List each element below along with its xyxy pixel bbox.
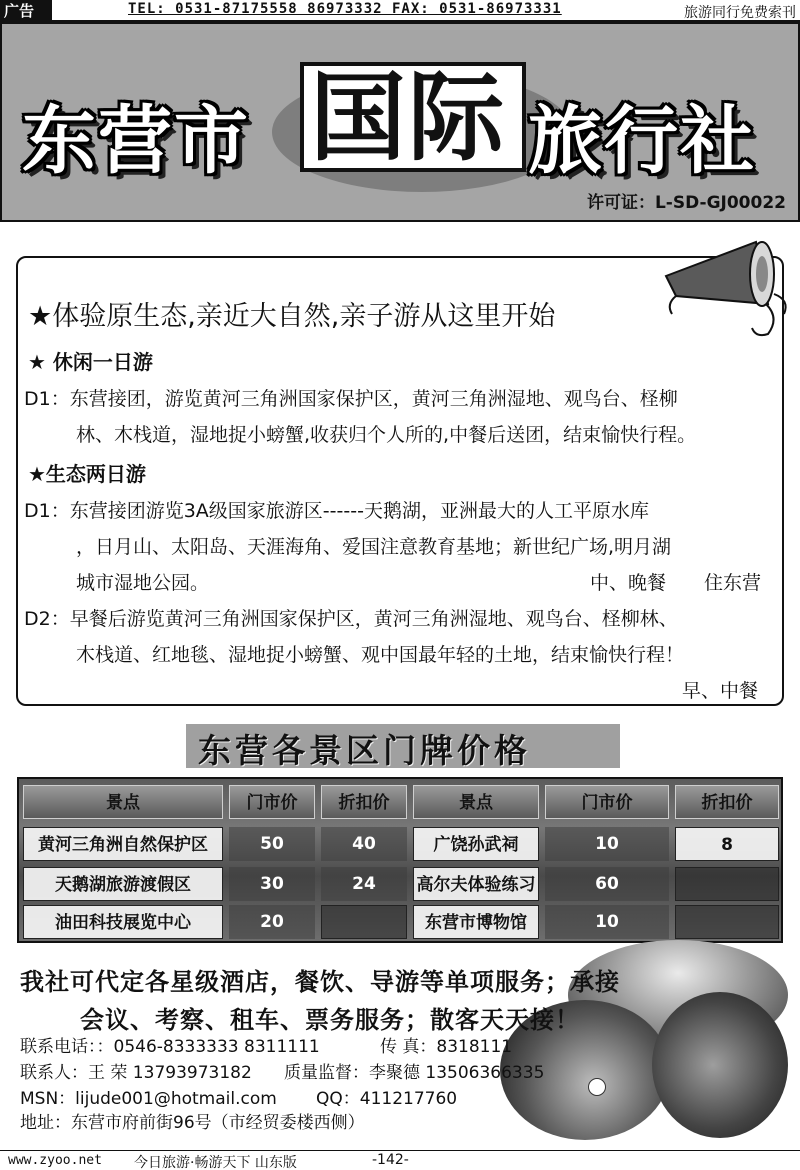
d1-stay: 住东营 bbox=[704, 572, 762, 594]
agency-title bbox=[16, 62, 796, 182]
contact-qq: QQ：411217760 bbox=[316, 1089, 458, 1109]
d2-meals: 早、中餐 bbox=[682, 680, 759, 702]
contact-address: 地址：东营市府前街96号（市经贸委楼西侧） bbox=[20, 1113, 365, 1133]
title-box bbox=[300, 62, 526, 172]
table-header: 景点 bbox=[413, 785, 539, 819]
title-box-text: 国际 bbox=[310, 62, 506, 174]
golf-ball-icon bbox=[588, 1078, 606, 1096]
table-cell-discount: 40 bbox=[321, 827, 407, 861]
table-cell-discount bbox=[675, 867, 779, 901]
table-cell-discount bbox=[675, 905, 779, 939]
day-trip-heading: ★ 休闲一日游 bbox=[28, 350, 153, 374]
license-number: 许可证：L-SD-GJ00022 bbox=[586, 193, 786, 213]
contact-msn: MSN：lijude001@hotmail.com bbox=[20, 1089, 277, 1109]
table-header: 折扣价 bbox=[321, 785, 407, 819]
table-cell-retail: 10 bbox=[545, 827, 669, 861]
day-trip-line: 林、木栈道，湿地捉小螃蟹,收获归个人所的,中餐后送团，结束愉快行程。 bbox=[76, 424, 697, 446]
table-cell-retail: 30 bbox=[229, 867, 315, 901]
table-cell-discount: 8 bbox=[675, 827, 779, 861]
table-cell-spot: 天鹅湖旅游渡假区 bbox=[23, 867, 223, 901]
megaphone-icon bbox=[656, 234, 796, 344]
top-contact-line: TEL: 0531-87175558 86973332 FAX: 0531-86973331 bbox=[128, 1, 562, 17]
services-line: 会议、考察、租车、票务服务；散客天天接！ bbox=[80, 1006, 580, 1034]
table-header: 门市价 bbox=[545, 785, 669, 819]
agency-banner bbox=[0, 22, 800, 222]
ad-tag: 广告 bbox=[0, 0, 52, 22]
two-day-d1-line: 城市湿地公园。 bbox=[76, 572, 210, 594]
table-cell-spot: 油田科技展览中心 bbox=[23, 905, 223, 939]
services-line: 我社可代定各星级酒店，餐饮、导游等单项服务；承接 bbox=[20, 968, 620, 996]
two-day-d1-line: ，日月山、太阳岛、天涯海角、爱国注意教育基地；新世纪广场,明月湖 bbox=[76, 536, 672, 558]
table-cell-retail: 10 bbox=[545, 905, 669, 939]
table-header: 门市价 bbox=[229, 785, 315, 819]
table-cell-spot: 广饶孙武祠 bbox=[413, 827, 539, 861]
price-title-text: 东营各景区门牌价格 bbox=[198, 731, 531, 770]
table-header: 景点 bbox=[23, 785, 223, 819]
d1-meals: 中、晚餐 bbox=[590, 572, 667, 594]
table-header: 折扣价 bbox=[675, 785, 779, 819]
table-cell-retail: 20 bbox=[229, 905, 315, 939]
contact-phone: 联系电话：：0546-8333333 8311111 bbox=[20, 1037, 320, 1057]
page-number: -142- bbox=[372, 1152, 409, 1168]
two-day-trip-heading: ★生态两日游 bbox=[28, 462, 146, 486]
table-cell-spot: 东营市博物馆 bbox=[413, 905, 539, 939]
quality-supervision: 质量监督：李聚德 13506366335 bbox=[284, 1063, 545, 1083]
page-footer bbox=[0, 1150, 800, 1170]
itinerary-slogan: ★体验原生态,亲近大自然,亲子游从这里开始 bbox=[28, 301, 556, 332]
price-table bbox=[17, 777, 783, 943]
table-cell-discount bbox=[321, 905, 407, 939]
footer-site: www.zyoo.net bbox=[8, 1153, 102, 1168]
price-title bbox=[186, 724, 620, 768]
day-trip-line: D1：东营接团，游览黄河三角洲国家保护区，黄河三角洲湿地、观鸟台、柽柳 bbox=[24, 388, 678, 410]
table-cell-spot: 高尔夫体验练习 bbox=[413, 867, 539, 901]
table-cell-spot: 黄河三角洲自然保护区 bbox=[23, 827, 223, 861]
table-cell-retail: 50 bbox=[229, 827, 315, 861]
title-left: 东营市 bbox=[22, 98, 250, 184]
two-day-d2-line: D2：早餐后游览黄河三角洲国家保护区，黄河三角洲湿地、观鸟台、柽柳林、 bbox=[24, 608, 678, 630]
title-right: 旅行社 bbox=[528, 98, 756, 184]
table-cell-retail: 60 bbox=[545, 867, 669, 901]
two-day-d2-line: 木栈道、红地毯、湿地捉小螃蟹、观中国最年轻的土地，结束愉快行程！ bbox=[76, 644, 685, 666]
top-strip bbox=[0, 0, 800, 22]
index-label: 旅游同行免费索刊 bbox=[684, 5, 796, 21]
contact-person: 联系人：王 荣 13793973182 bbox=[20, 1063, 252, 1083]
table-cell-discount: 24 bbox=[321, 867, 407, 901]
two-day-d1-line: D1：东营接团游览3A级国家旅游区------天鹅湖，亚洲最大的人工平原水库 bbox=[24, 500, 649, 522]
contact-fax: 传 真：8318111 bbox=[380, 1037, 513, 1057]
footer-slogan: 今日旅游·畅游天下 山东版 bbox=[134, 1155, 297, 1170]
wetland-photo bbox=[652, 992, 788, 1138]
